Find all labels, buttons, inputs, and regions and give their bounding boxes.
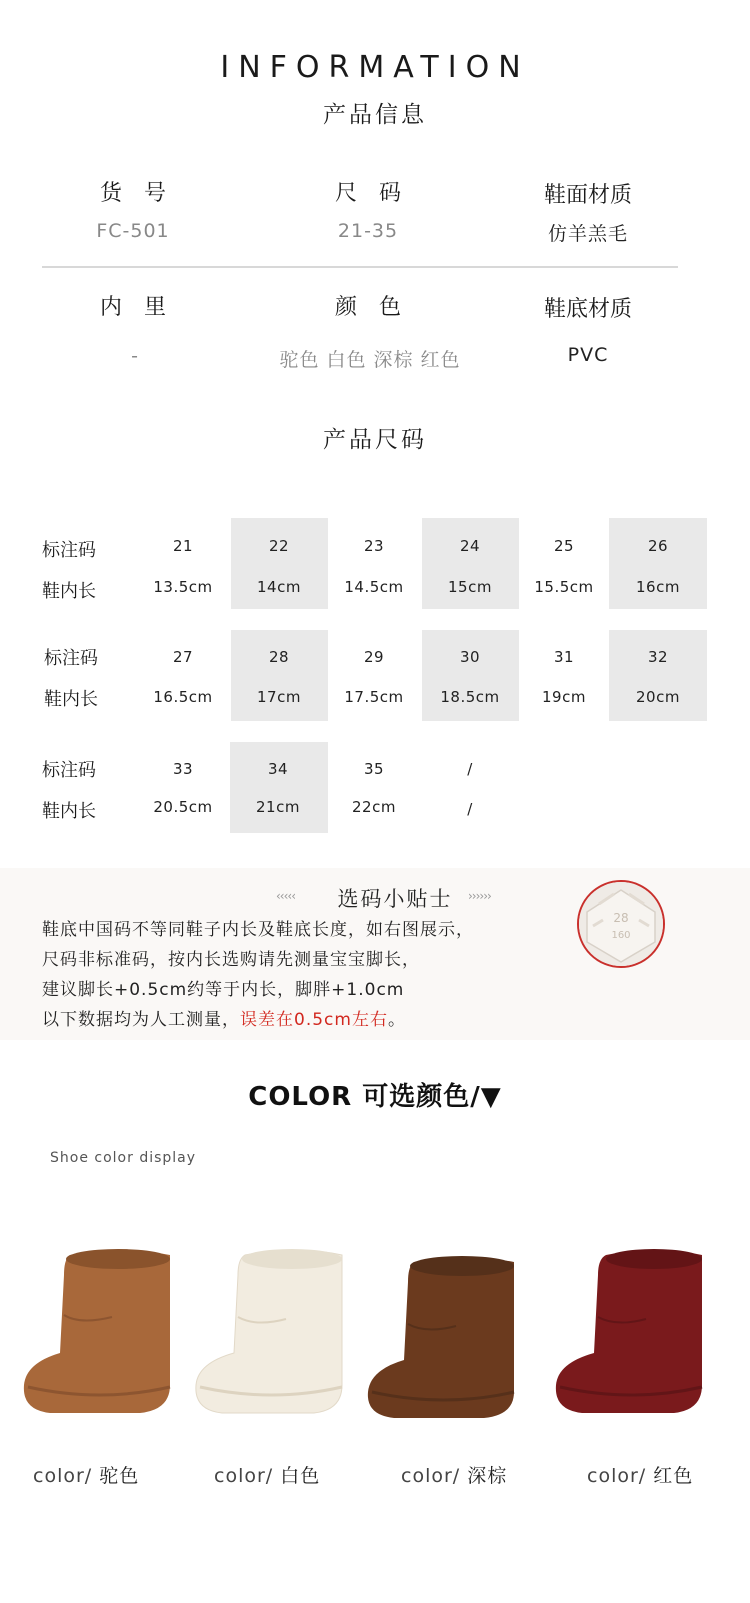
color-label-prefix: color/ (587, 1465, 647, 1487)
size-length-cell: 15.5cm (534, 578, 594, 596)
color-label-prefix: color/ (214, 1465, 274, 1487)
color-name-dark-brown: 深棕 (467, 1465, 508, 1487)
size-length-cell: 18.5cm (440, 688, 500, 706)
size-length-cell: 16cm (636, 578, 680, 596)
sole-closeup-image (577, 880, 665, 968)
sole-size-text: 28 (613, 911, 629, 925)
tips-line-4-prefix: 以下数据均为人工测量， (42, 1010, 240, 1030)
size-length-cell: 17cm (257, 688, 301, 706)
boot-white-image (190, 1245, 360, 1425)
size-code-cell: 32 (647, 648, 669, 666)
boot-red-image (548, 1245, 718, 1425)
size-cell-shade (230, 742, 328, 833)
color-name-red: 红色 (653, 1465, 694, 1487)
row-label-code: 标注码 (42, 760, 96, 781)
info-value-lining: - (131, 345, 139, 367)
row-label-code: 标注码 (44, 648, 98, 669)
size-length-cell: / (467, 800, 473, 818)
color-label-dark-brown (401, 1461, 507, 1488)
tips-right-arrows-icon: ›››››› (468, 889, 491, 903)
size-length-cell: 19cm (542, 688, 586, 706)
info-divider (42, 266, 678, 268)
size-cell-shade (609, 630, 707, 721)
tips-line-1: 鞋底中国码不等同鞋子内长及鞋底长度，如右图展示， (42, 920, 474, 940)
size-code-cell: 27 (172, 648, 194, 666)
tips-line-2: 尺码非标准码，按内长选购请先测量宝宝脚长， (42, 950, 420, 970)
size-code-cell: / (467, 760, 473, 778)
size-length-cell: 13.5cm (153, 578, 213, 596)
size-length-cell: 14.5cm (344, 578, 404, 596)
color-label-white (214, 1461, 320, 1488)
color-label-prefix: color/ (401, 1465, 461, 1487)
size-code-cell: 21 (172, 537, 194, 555)
size-code-cell: 28 (268, 648, 290, 666)
size-code-cell: 25 (553, 537, 575, 555)
tips-line-4-suffix: 。 (387, 1010, 406, 1030)
size-length-cell: 20.5cm (153, 798, 213, 816)
size-code-cell: 34 (267, 760, 289, 778)
size-code-cell: 26 (647, 537, 669, 555)
size-length-cell: 21cm (256, 798, 300, 816)
sole-pattern-icon (579, 882, 663, 966)
info-label-size: 尺 码 (334, 181, 401, 206)
size-section-title: 产品尺码 (323, 427, 427, 453)
size-cell-shade (422, 630, 519, 721)
color-label-camel (33, 1461, 139, 1488)
tips-line-3: 建议脚长+0.5cm约等于内长，脚胖+1.0cm (42, 980, 405, 1000)
boot-camel-image (20, 1245, 190, 1425)
size-code-cell: 31 (553, 648, 575, 666)
size-length-cell: 22cm (352, 798, 396, 816)
info-value-size: 21-35 (337, 220, 399, 242)
size-code-cell: 29 (363, 648, 385, 666)
size-code-cell: 33 (172, 760, 194, 778)
shoe-color-caption: Shoe color display (50, 1150, 197, 1166)
size-length-cell: 20cm (636, 688, 680, 706)
size-code-cell: 22 (268, 537, 290, 555)
info-value-color: 驼色 白色 深棕 红色 (279, 349, 461, 371)
color-label-red (587, 1461, 693, 1488)
info-value-upper-material: 仿羊羔毛 (547, 223, 628, 245)
info-value-item-no: FC-501 (96, 220, 170, 242)
information-title-cn: 产品信息 (323, 102, 427, 128)
row-label-length: 鞋内长 (42, 801, 96, 822)
size-code-cell: 23 (363, 537, 385, 555)
tips-title: 选码小贴士 (337, 887, 453, 911)
row-label-length: 鞋内长 (42, 581, 96, 602)
row-label-code: 标注码 (42, 540, 96, 561)
size-code-cell: 24 (459, 537, 481, 555)
color-name-white: 白色 (280, 1465, 321, 1487)
color-name-camel: 驼色 (99, 1465, 140, 1487)
size-length-cell: 14cm (257, 578, 301, 596)
boot-dark-brown-image (362, 1252, 532, 1432)
size-length-cell: 15cm (448, 578, 492, 596)
row-label-length: 鞋内长 (44, 689, 98, 710)
tips-line-4-highlight: 误差在0.5cm左右 (240, 1010, 388, 1030)
info-label-item-no: 货 号 (99, 181, 166, 206)
size-length-cell: 16.5cm (153, 688, 213, 706)
size-length-cell: 17.5cm (344, 688, 404, 706)
size-code-cell: 30 (459, 648, 481, 666)
color-label-prefix: color/ (33, 1465, 93, 1487)
info-value-sole-material: PVC (567, 344, 609, 366)
info-label-sole-material: 鞋底材质 (543, 297, 632, 322)
size-cell-shade (231, 630, 328, 721)
tips-line-4 (42, 1005, 406, 1030)
info-label-lining: 内 里 (99, 295, 166, 320)
color-section-heading: COLOR 可选颜色/▼ (248, 1082, 502, 1112)
sole-length-text: 160 (611, 930, 631, 941)
tips-left-arrows-icon: ‹‹‹‹‹ (276, 889, 295, 903)
information-title-en: INFORMATION (220, 50, 530, 85)
size-code-cell: 35 (363, 760, 385, 778)
info-label-upper-material: 鞋面材质 (543, 183, 632, 208)
info-label-color: 颜 色 (334, 295, 401, 320)
